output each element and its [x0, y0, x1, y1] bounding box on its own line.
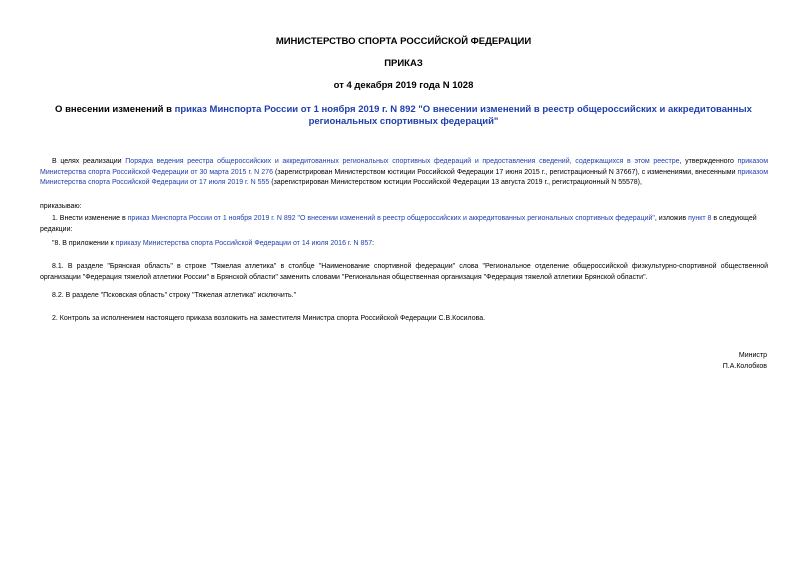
annex-link-order-857[interactable]: приказу Министерства спорта Российской Федерации от 14 июля 2016 г. N 857 — [115, 240, 373, 247]
signature-title: Министр — [738, 352, 767, 359]
subject-prefix: О внесении изменений в — [55, 104, 175, 115]
annex-paragraph — [40, 239, 768, 250]
clause-8-1-paragraph — [40, 262, 768, 283]
item-2-paragraph — [40, 314, 768, 325]
preamble-link-order-555[interactable]: приказом Министерства спорта Российской Федерации от 17 июля 2019 г. N 555 — [40, 168, 769, 187]
preamble-text-2: , утвержденного — [679, 158, 738, 165]
clause-8-2-paragraph — [40, 291, 768, 302]
item-1-link-clause-8[interactable]: пункт 8 — [688, 215, 712, 222]
clause-8-1-text: 8.1. В разделе "Брянская область" в строке "Тяжелая атлетика" в столбце "Наименование спортивной федерации" слова "Региональное отделение общероссийской физкультурно-спортивной общественной организации "Федерация тяжелой атлетики России" в Брянской области" заменить словами "Региональная общественная организация "Федерация тяжелой атлетики Брянской области". — [40, 263, 768, 281]
document-date-number: от 4 декабря 2019 года N 1028 — [333, 80, 474, 91]
item-1-paragraph — [40, 214, 768, 235]
preamble-paragraph — [40, 157, 768, 189]
ministry-name: МИНИСТЕРСТВО СПОРТА РОССИЙСКОЙ ФЕДЕРАЦИИ — [275, 36, 532, 47]
item-2-text: 2. Контроль за исполнением настоящего приказа возложить на заместителя Министра спорта Российской Федерации С.В.Косилова. — [52, 315, 486, 322]
subject-link[interactable]: приказ Минспорта России от 1 ноября 2019 г. N 892 "О внесении изменений в реестр общероссийских и аккредитованных региональных спортивных федераций" — [174, 104, 752, 127]
preamble-link-procedure[interactable]: Порядка ведения реестра общероссийских и аккредитованных региональных спортивных федераций и предоставления сведений, содержащихся в этом реестре — [125, 158, 680, 165]
annex-text-2: : — [372, 240, 375, 247]
order-word: приказываю: — [40, 203, 82, 210]
signature-name: П.А.Колобков — [722, 363, 767, 370]
annex-text-1: "8. В приложении к — [52, 240, 116, 247]
document-type: ПРИКАЗ — [384, 58, 423, 69]
document-subject — [30, 104, 777, 128]
item-1-link-order-892[interactable]: приказ Минспорта России от 1 ноября 2019 г. N 892 "О внесении изменений в реестр общероссийских и аккредитованных региональных спортивных федераций" — [127, 215, 655, 222]
item-1-text-2: , изложив — [654, 215, 689, 222]
item-1-text-1: 1. Внести изменение в — [52, 215, 128, 222]
item-1-text-3: в следующей редакции: — [40, 215, 757, 233]
preamble-text-4: (зарегистрирован Министерством юстиции Российской Федерации 13 августа 2019 г., регистрационный N 55578), — [269, 179, 642, 187]
preamble-text-3: (зарегистрирован Министерством юстиции Российской Федерации 17 июня 2015 г., регистрационный N 37667), с изменениями, внесенными — [272, 168, 738, 176]
clause-8-2-text: 8.2. В разделе "Псковская область" строку "Тяжелая атлетика" исключить." — [52, 292, 297, 299]
preamble-link-order-276[interactable]: приказом Министерства спорта Российской Федерации от 30 марта 2015 г. N 276 — [40, 158, 769, 176]
preamble-text-1: В целях реализации — [52, 158, 126, 165]
